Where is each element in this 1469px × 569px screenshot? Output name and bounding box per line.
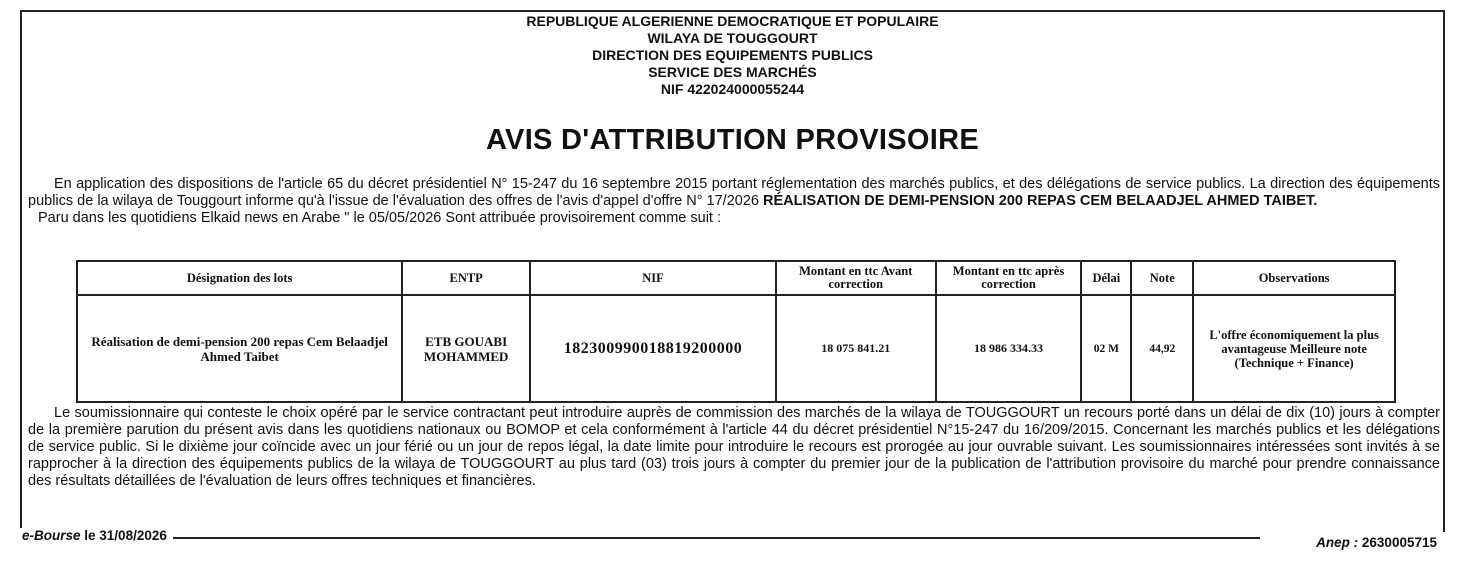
table-row	[77, 295, 1395, 402]
cell-designation: Réalisation de demi-pension 200 repas Cem Belaadjel Ahmed Taibet	[77, 295, 402, 402]
col-designation: Désignation des lots	[77, 261, 402, 295]
anep-label: Anep :	[1316, 535, 1359, 550]
intro-paragraph: En application des dispositions de l'article 65 du décret présidentiel N° 15-247 du 16 septembre 2015 portant réglementation des marchés publics, et des délégations de service publics. La direction des équipements publics de la wilaya de Touggourt informe qu'à l'issue de l'évaluation des offres de l'avis d'appel d'offre N° 17/2026	[28, 176, 1440, 209]
footer-date: le 31/08/2026	[84, 528, 167, 543]
anep-number: 2630005715	[1361, 535, 1437, 550]
footer-brand: e-Bourse	[22, 528, 81, 543]
cell-nif: 182300990018819200000	[530, 295, 776, 402]
header-wilaya: WILAYA DE TOUGGOURT	[647, 30, 818, 46]
col-amount-after: Montant en ttc après correction	[936, 261, 1082, 295]
header-country: REPUBLIQUE ALGERIENNE DEMOCRATIQUE ET POPULAIRE	[526, 13, 939, 29]
cell-amount-before: 18 075 841.21	[776, 295, 936, 402]
cell-observations: L'offre économiquement la plus avantageuse Meilleure note (Technique + Finance)	[1193, 295, 1395, 402]
table-header-row	[77, 261, 1395, 295]
footer-rule	[20, 537, 1260, 539]
col-observations: Observations	[1193, 261, 1395, 295]
col-amount-before: Montant en ttc Avant correction	[776, 261, 936, 295]
footer-anep	[1310, 535, 1443, 550]
cell-delay: 02 M	[1081, 295, 1131, 402]
recourse-paragraph	[28, 405, 1440, 490]
project-name: RÉALISATION DE DEMI-PENSION 200 REPAS CEM BELAADJEL AHMED TAIBET.	[763, 193, 1318, 209]
cell-note: 44,92	[1131, 295, 1193, 402]
col-entp: ENTP	[402, 261, 530, 295]
col-nif: NIF	[530, 261, 776, 295]
intro-section	[28, 176, 1440, 227]
recourse-text: Le soumissionnaire qui conteste le choix opéré par le service contractant peut introduire auprès de commission des marchés de la wilaya de TOUGGOURT un recours porté dans un délai de dix (10) jours à compter de la première parution du présent avis dans les quotidiens nationaux ou BOMOP et cela conformément à l'article 44 du décret présidentiel N°15-247 du 16/209/2015. Concernant les marchés publics et les délégations de service public. Si le dixième jour coïncide avec un jour férié ou un jour de repos légal, la date limite pour introduire le recours est prorogée au jour ouvrable suivant. Les soumissionnaires intéressées sont invités à se rapprocher à la direction des équipements publics de la wilaya de TOUGGOURT au plus tard (03) trois jours à compter du premier jour de la publication de l'attribution provisoire du marché pour prendre connaissance des résultats détaillées de l'évaluation de leurs offres techniques et financières.	[28, 405, 1440, 489]
cell-amount-after: 18 986 334.33	[936, 295, 1082, 402]
cell-entp: ETB GOUABI MOHAMMED	[402, 295, 530, 402]
notice-header	[20, 13, 1445, 98]
header-service: SERVICE DES MARCHÉS	[648, 64, 817, 80]
header-direction: DIRECTION DES EQUIPEMENTS PUBLICS	[592, 47, 873, 63]
notice-title: AVIS D'ATTRIBUTION PROVISOIRE	[485, 124, 980, 156]
attribution-table	[76, 260, 1396, 403]
footer-source	[20, 528, 173, 543]
col-note: Note	[1131, 261, 1193, 295]
header-nif: NIF 422024000055244	[660, 81, 805, 97]
col-delay: Délai	[1081, 261, 1131, 295]
published-line: Paru dans les quotidiens Elkaid news en Arabe " le 05/05/2026 Sont attribuée provisoirement comme suit :	[38, 210, 722, 226]
